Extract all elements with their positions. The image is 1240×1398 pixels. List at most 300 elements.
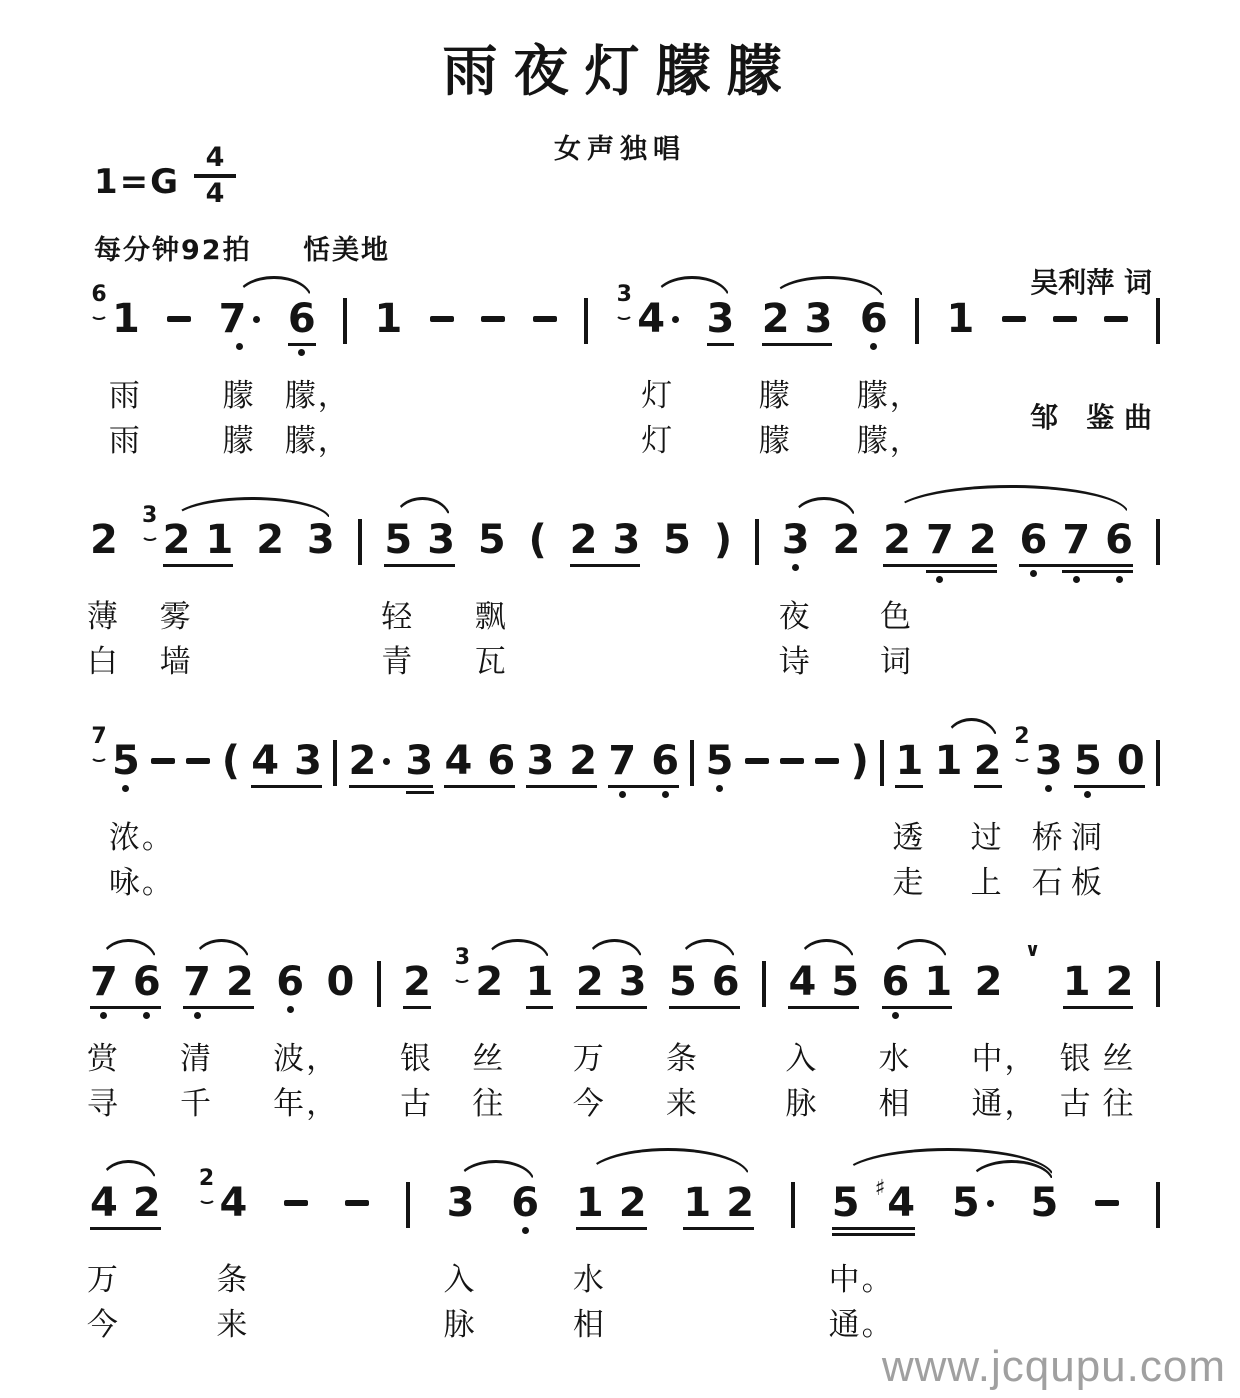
note [619,961,647,1003]
note [206,519,234,561]
note [251,740,279,782]
lyric-syllable: 透 [892,820,926,856]
beam-group [851,740,869,782]
note [112,298,140,340]
note [1031,1182,1059,1224]
notes-row [90,1152,1160,1250]
note [511,1182,539,1224]
music-system-2 [86,489,1160,680]
slur [586,939,643,962]
note-digit: 2 [162,517,191,563]
note [576,961,604,1003]
lyric-syllable: 入 [785,1041,819,1077]
note-group [780,740,804,764]
note-group [90,282,140,342]
low-octave-dot [892,1012,899,1019]
note-group [326,961,354,1003]
lyric-syllable: 朦 [758,423,792,459]
beam-group [1063,961,1134,1003]
note-group [788,961,859,1003]
note [860,298,888,340]
lyric-syllable: 洞 [1070,820,1104,856]
lyric-syllable: 条 [665,1041,699,1077]
note-digit: 2 [569,517,598,563]
note-group [1095,1182,1119,1206]
low-octave-dot [619,791,626,798]
low-octave-dot [792,564,799,571]
barline [1156,298,1160,344]
note-group [447,1182,475,1224]
beam-group [1031,1182,1059,1224]
note-digit: 3 [1034,738,1063,784]
note [946,298,974,340]
note [576,1182,604,1224]
low-octave-dot [1116,576,1123,583]
augmentation-dot [383,758,390,765]
beam-line [762,343,833,346]
barline [1156,1182,1160,1228]
note [832,519,860,561]
beam-group [183,961,254,1003]
beam-group [1095,1182,1119,1206]
grace-note-digit: 2 [1014,724,1030,749]
lyric-row-1 [90,366,1160,414]
beam-group [444,740,515,782]
beam-group [608,740,679,782]
note-digit: 2 [883,517,911,563]
beam-group [526,740,597,782]
note-group [952,1182,994,1224]
lyric-syllable: 朦 [222,378,256,414]
lyric-syllable: 朦， [284,423,351,459]
lyric-syllable: 中， [971,1041,1038,1077]
note-group [1019,519,1133,561]
note-group [683,1182,754,1224]
beam-group [90,961,161,1003]
note [219,298,261,340]
notes-row [90,931,1160,1029]
note-group [576,961,647,1003]
beam-group [832,519,860,561]
note-group [307,519,335,561]
beam-group [952,1182,994,1224]
note [345,1182,369,1206]
note [1105,519,1133,561]
note-group [882,961,953,1003]
note [90,961,118,1003]
beam-group [683,1182,754,1224]
beam-group [526,961,554,1003]
beam-line-secondary [1062,570,1133,573]
note [782,519,810,561]
beam-line [832,1227,915,1230]
beam-line [669,1006,740,1009]
note-digit: 5 [1030,1180,1059,1226]
note-group [478,519,506,561]
note-group [529,519,547,561]
note-digit: 7 [90,959,118,1005]
lyric-syllable: 浓。 [108,820,175,856]
duration-dash [345,1200,369,1206]
note-group [374,298,402,340]
barline [755,519,759,565]
note [151,740,175,764]
slur [236,276,312,299]
grace-slur-icon [90,748,108,762]
note-group [815,740,839,764]
beam-group [707,298,735,340]
barline [915,298,919,344]
low-octave-dot [287,1006,294,1013]
beam-group [307,519,335,561]
lyric-row-2 [86,632,1160,680]
note [427,519,455,561]
note [780,740,804,764]
note [374,298,402,340]
note [974,740,1002,782]
beam-group [946,298,974,340]
slur [586,1148,750,1177]
note-group [511,1182,539,1224]
note [924,961,952,1003]
grace-slur-icon [90,306,108,320]
note [90,1182,118,1224]
tempo-marking: 每分钟92拍 [94,235,252,266]
note [326,961,354,1003]
lyric-syllable: 朦， [856,378,923,414]
note [788,961,816,1003]
note-digit: 1 [205,517,234,563]
note [613,519,641,561]
note [1074,740,1102,782]
barline [406,1182,410,1228]
lyric-syllable: 万 [86,1262,120,1298]
note [712,961,740,1003]
note-group [90,724,140,784]
lyric-syllable: 年， [273,1086,340,1122]
lyric-syllable: 入 [443,1262,477,1298]
note [220,1182,248,1224]
lyric-syllable: 墙 [159,644,193,680]
beam-group [882,961,953,1003]
note-group [349,740,434,782]
note [447,1182,475,1224]
note-group [430,298,454,322]
note-group [276,961,304,1003]
note-group [762,298,833,340]
note [294,740,322,782]
slur [394,497,451,520]
low-octave-dot [936,576,943,583]
barline [343,298,347,344]
lyric-syllable: 古 [400,1086,434,1122]
grace-note-digit: 3 [142,503,158,528]
lyric-syllable: 雨 [108,423,142,459]
note [619,1182,647,1224]
note [349,740,391,782]
beam-group [576,1182,647,1224]
note-digit: ( [221,738,240,784]
note-digit: 2 [832,517,861,563]
grace-slur-icon [453,969,471,983]
lyric-syllable: 夜 [778,599,812,635]
note-digit: ) [850,738,869,784]
grace-note-digit: 7 [91,724,107,749]
duration-dash [151,758,175,764]
slur [792,497,857,520]
note-group [669,961,740,1003]
beam-group [1002,298,1026,322]
low-octave-dot [1045,785,1052,792]
note [186,740,210,764]
beam-group [529,519,547,561]
duration-dash [284,1200,308,1206]
lyric-syllable: 古 [1059,1086,1093,1122]
beam-group [256,519,284,561]
lyric-syllable: 今 [572,1086,606,1122]
note-group [615,282,679,342]
lyric-row-1 [86,587,1160,635]
beam-line [608,785,679,788]
note-digit: 4 [251,738,280,784]
beam-group [186,740,210,764]
note [133,961,161,1003]
beam-line [1063,1006,1134,1009]
beam-group [974,740,1002,782]
note-digit: 2 [974,959,1003,1005]
lyric-syllable: 中。 [828,1262,895,1298]
beam-group [288,298,316,340]
beam-group [860,298,888,340]
note-digit: 0 [1116,738,1145,784]
note-digit: 4 [219,1180,248,1226]
beam-group [714,519,732,561]
note [745,740,769,764]
note-group [745,740,769,764]
lyric-syllable: 脉 [785,1086,819,1122]
note-digit: 2 [90,517,118,563]
note-digit: 0 [326,959,355,1005]
lyric-syllable: 脉 [443,1307,477,1343]
note [651,740,679,782]
beam-line-secondary [926,570,997,573]
note-digit: 1 [895,738,924,784]
note [526,740,554,782]
lyric-syllable: 赏 [86,1041,120,1077]
note-digit: 4 [887,1180,916,1226]
music-system-5 [86,1152,1160,1343]
key-label: 1=G [94,162,181,203]
lyric-syllable: 诗 [778,644,812,680]
beam-group [163,519,234,561]
note-digit: 4 [788,959,817,1005]
note-group [706,740,734,782]
note [714,519,732,561]
grace-slur-icon [141,527,159,541]
note [444,740,472,782]
score [86,268,1160,1373]
note-group [1031,1182,1059,1224]
note-group [714,519,732,561]
beam-line [883,564,997,567]
music-system-1 [90,268,1160,459]
note-group [90,519,118,561]
beam-group [637,298,679,340]
beam-group [745,740,769,764]
slur [891,939,948,962]
beam-group [90,1182,161,1224]
note-group [533,298,557,322]
note [226,961,254,1003]
note-digit: 2 [225,959,254,1005]
lyric-syllable: 轻 [381,599,415,635]
note [1095,1182,1119,1206]
low-octave-dot [298,349,305,356]
lyric-syllable: 咏。 [108,865,175,901]
lyric-syllable: 灯 [641,423,675,459]
lyric-row-2 [86,1295,1160,1343]
lyric-syllable: 雾 [159,599,193,635]
beam-group [276,961,304,1003]
notes-row [90,710,1160,808]
note-digit: 6 [511,1180,540,1226]
beam-group [883,519,997,561]
note-digit: 3 [446,1180,475,1226]
beam-line [526,785,597,788]
duration-dash [780,758,804,764]
grace-note [198,1168,216,1204]
slur [945,718,998,741]
note-group [251,740,322,782]
note-digit: 6 [287,296,316,342]
beam-line [444,785,515,788]
beam-line [163,564,234,567]
note-group [288,298,316,340]
lyric-syllable: 丝 [1102,1041,1136,1077]
low-octave-dot [1073,576,1080,583]
note-group [90,1182,161,1224]
note-group [1063,961,1134,1003]
grace-note [615,284,633,320]
note-digit: 5 [477,517,506,563]
note [1104,298,1128,322]
grace-note [90,726,108,762]
barline [1156,740,1160,786]
note-digit: 3 [294,738,322,784]
low-octave-dot [236,343,243,350]
note [112,740,140,782]
lyric-syllable: 瓦 [474,644,508,680]
beam-group [374,298,402,340]
lyric-syllable: 清 [180,1041,214,1077]
beam-group [895,740,923,782]
grace-note-digit: 2 [198,1166,215,1191]
lyric-row-2 [86,1074,1160,1122]
note-group [141,503,234,563]
sharp-icon: ♯ [874,1176,886,1201]
note-group [151,740,175,764]
beam-line [288,343,316,346]
note-digit: 7 [183,959,211,1005]
note-group [284,1182,308,1206]
beam-group [570,519,641,561]
low-octave-dot [1084,791,1091,798]
barline [333,740,337,786]
note-group [895,740,923,782]
note-digit: 5 [112,738,140,784]
note-digit: 2 [1105,959,1134,1005]
note-group [345,1182,369,1206]
beam-group [345,1182,369,1206]
augmentation-dot [672,316,679,323]
lyric-syllable: 银 [1059,1041,1093,1077]
notes-row [90,489,1160,587]
note [707,298,735,340]
lyric-syllable: 上 [970,865,1004,901]
lyric-syllable: 条 [216,1262,250,1298]
note-group [453,945,504,1005]
note [1019,519,1047,561]
note-digit: 6 [1105,517,1134,563]
beam-group [762,298,833,340]
lyric-syllable: 万 [572,1041,606,1077]
beam-group [975,961,1003,1003]
note [569,740,597,782]
note [952,1182,994,1224]
beam-group [251,740,322,782]
lyric-syllable: 过 [970,820,1004,856]
note-group [975,961,1003,1003]
note [663,519,691,561]
note-group [851,740,869,782]
lyric-syllable: 朦， [856,423,923,459]
lyric-syllable: 通。 [828,1307,895,1343]
barline [584,298,588,344]
note [895,740,923,782]
note [1106,961,1134,1003]
note-group [444,740,515,782]
lyricist-credit: 吴利萍 词 [1030,266,1152,299]
note [478,519,506,561]
note-digit: 2 [973,738,1002,784]
note-group [481,298,505,322]
beam-group [90,519,118,561]
lyric-syllable: 相 [878,1086,912,1122]
lyric-row-2 [90,853,1160,901]
note-digit: 7 [925,517,954,563]
note-group [526,740,597,782]
note [167,298,191,322]
lyric-syllable: 石 [1031,865,1065,901]
note [831,961,859,1003]
note [384,519,412,561]
beam-group [475,961,503,1003]
low-octave-dot [143,1012,150,1019]
note [975,961,1003,1003]
grace-note-digit: 6 [91,282,107,307]
note [805,298,833,340]
slur [100,939,157,962]
beam-group [222,740,240,782]
beam-group [112,740,140,782]
note-digit: 3 [306,517,335,563]
note [669,961,697,1003]
note-digit: 7 [218,296,247,342]
lyric-syllable: 朦 [222,423,256,459]
note [637,298,679,340]
note-group [832,519,860,561]
beam-line [90,1006,161,1009]
